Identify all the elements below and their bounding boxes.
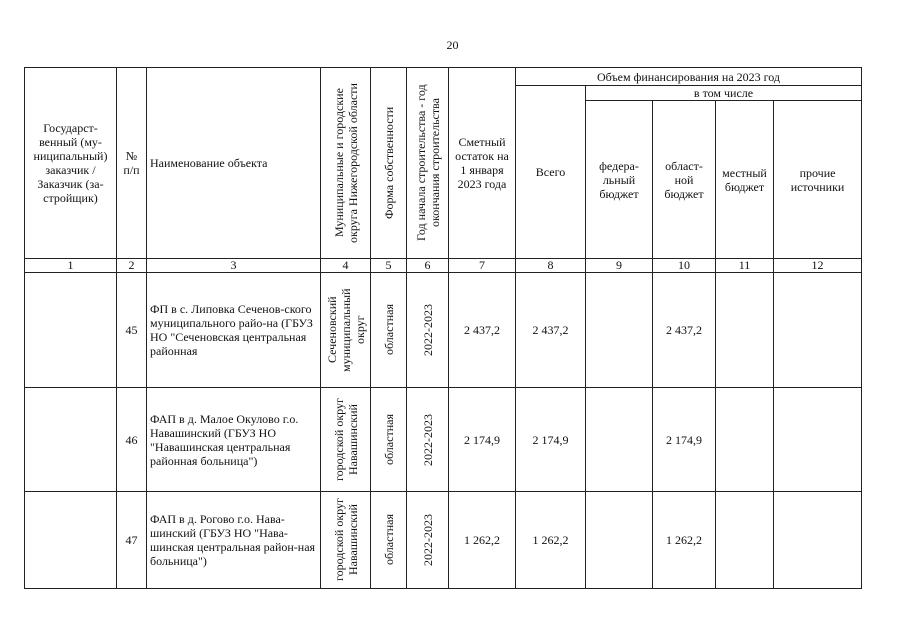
column-number: 11 <box>716 259 774 273</box>
row-ownership: областная <box>381 414 396 465</box>
header-federal: федера-льный бюджет <box>586 101 653 259</box>
row-estimate: 1 262,2 <box>449 492 516 589</box>
header-including: в том числе <box>586 86 862 101</box>
header-other: прочие источники <box>774 101 862 259</box>
row-municipality: городской округ Навашинский <box>331 498 360 582</box>
column-number: 6 <box>407 259 449 273</box>
row-ownership-cell <box>371 492 407 589</box>
header-customer: Государст-венный (му-ниципальный) заказчик / Заказчик (за-стройщик) <box>25 68 117 259</box>
row-ownership-cell <box>371 273 407 388</box>
page-number: 20 <box>446 38 459 52</box>
row-other <box>774 388 862 492</box>
row-municipality: Сеченовский муниципальный округ <box>324 288 367 372</box>
row-years: 2022-2023 <box>420 514 435 566</box>
column-number: 10 <box>653 259 716 273</box>
table-row <box>25 273 862 388</box>
row-local <box>716 273 774 388</box>
header-years: Год начала строительства - год окончания строительства <box>413 84 442 242</box>
row-years: 2022-2023 <box>420 304 435 356</box>
row-num: 47 <box>117 492 147 589</box>
column-number-row <box>25 259 862 273</box>
row-years-cell <box>407 492 449 589</box>
row-years: 2022-2023 <box>420 413 435 466</box>
row-total: 2 437,2 <box>516 273 586 388</box>
row-local <box>716 388 774 492</box>
row-regional: 2 437,2 <box>653 273 716 388</box>
header-num: № п/п <box>117 68 147 259</box>
header-estimate: Сметный остаток на 1 января 2023 года <box>449 68 516 259</box>
row-total: 1 262,2 <box>516 492 586 589</box>
row-local <box>716 492 774 589</box>
header-row-1 <box>25 68 862 86</box>
row-municipality: городской округ Навашинский <box>331 398 360 481</box>
row-ownership: областная <box>381 514 396 566</box>
header-regional: област-ной бюджет <box>653 101 716 259</box>
row-total: 2 174,9 <box>516 388 586 492</box>
header-municipality: Муниципальные и городские округа Нижегородской области <box>331 83 360 243</box>
row-customer <box>25 492 117 589</box>
row-municipality-cell <box>321 273 371 388</box>
row-num: 46 <box>117 388 147 492</box>
row-num: 45 <box>117 273 147 388</box>
row-municipality-cell <box>321 492 371 589</box>
row-customer <box>25 388 117 492</box>
row-object-name: ФАП в д. Малое Окулово г.о. Навашинский (ГБУЗ НО "Навашинская центральная районная больница") <box>147 388 321 492</box>
column-number: 4 <box>321 259 371 273</box>
column-number: 9 <box>586 259 653 273</box>
header-funding-group: Объем финансирования на 2023 год <box>516 68 862 86</box>
row-ownership: областная <box>381 304 396 356</box>
table-row <box>25 492 862 589</box>
row-years-cell <box>407 388 449 492</box>
column-number: 12 <box>774 259 862 273</box>
row-estimate: 2 174,9 <box>449 388 516 492</box>
header-years-cell <box>407 68 449 259</box>
header-local: местный бюджет <box>716 101 774 259</box>
row-regional: 1 262,2 <box>653 492 716 589</box>
row-federal <box>586 492 653 589</box>
row-regional: 2 174,9 <box>653 388 716 492</box>
row-municipality-cell <box>321 388 371 492</box>
column-number: 7 <box>449 259 516 273</box>
row-federal <box>586 388 653 492</box>
column-number: 5 <box>371 259 407 273</box>
header-object-name: Наименование объекта <box>147 68 321 259</box>
row-customer <box>25 273 117 388</box>
header-total: Всего <box>516 86 586 259</box>
column-number: 8 <box>516 259 586 273</box>
header-ownership: Форма собственности <box>381 106 396 220</box>
header-ownership-cell <box>371 68 407 259</box>
financing-table <box>24 67 862 589</box>
column-number: 1 <box>25 259 117 273</box>
row-years-cell <box>407 273 449 388</box>
row-other <box>774 273 862 388</box>
row-other <box>774 492 862 589</box>
column-number: 2 <box>117 259 147 273</box>
column-number: 3 <box>147 259 321 273</box>
header-municipality-cell <box>321 68 371 259</box>
row-federal <box>586 273 653 388</box>
row-estimate: 2 437,2 <box>449 273 516 388</box>
row-ownership-cell <box>371 388 407 492</box>
table-row <box>25 388 862 492</box>
row-object-name: ФАП в д. Рогово г.о. Нава-шинский (ГБУЗ НО "Нава-шинская центральная район-ная больница") <box>147 492 321 589</box>
row-object-name: ФП в с. Липовка Сеченов-ского муниципального райо-на (ГБУЗ НО "Сеченовская центральная районная <box>147 273 321 388</box>
